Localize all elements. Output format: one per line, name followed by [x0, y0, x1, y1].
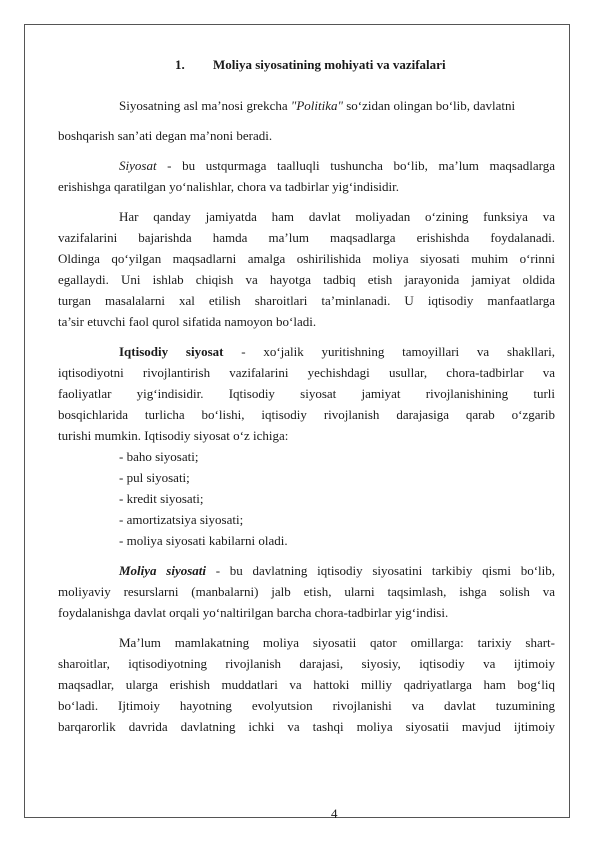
paragraph-line: turishi mumkin. Iqtisodiy siyosat o‘z ichiga: — [58, 428, 289, 443]
paragraph-line: sharoitlar, iqtisodiyotning rivojlanish darajasi, siyosiy, iqtisodiy va ijtimoiy — [58, 656, 555, 671]
paragraph-line: iqtisodiyotni rivojlantirish vazifalarini yechishdagi usullar, chora-tadbirlar va — [58, 365, 555, 380]
paragraph-line: egallaydi. Uni ishlab chiqish va hayotga tadbiq etish jarayonida jamiyat oldida — [58, 272, 555, 287]
paragraph-line: erishishga qaratilgan yo‘nalishlar, chora va tadbirlar yig‘indisidir. — [58, 179, 399, 194]
paragraph-line — [119, 563, 555, 579]
text-run: Siyosatning asl ma’nosi grekcha — [119, 98, 291, 113]
paragraph-line: bo‘ladi. Ijtimoiy hayotning evolyutsion rivojlanishi va davlat tuzumining — [58, 698, 555, 713]
list-item: - moliya siyosati kabilarni oladi. — [119, 533, 288, 548]
paragraph-line — [119, 344, 555, 360]
paragraph-line: barqarorlik davrida davlatning ichki va tashqi moliya siyosatii mavjud ijtimoiy — [58, 719, 555, 734]
paragraph-line: vazifalarini bajarishda hamda ma’lum maqsadlarga erishishda foydalanadi. — [58, 230, 555, 245]
paragraph-line: Oldinga qo‘yilgan maqsadlarni amalga oshirilishida moliya siyosati muhim o‘rinni — [58, 251, 555, 266]
paragraph-line: Har qanday jamiyatda ham davlat moliyadan o‘zining funksiya va — [119, 209, 555, 224]
italic-term: "Politika" — [290, 98, 343, 113]
paragraph-line: bosqichlarida turlicha bo‘lishi, iqtisodiy rivojlanish darajasiga qarab o‘zgarib — [58, 407, 555, 422]
paragraph-line: foydalanishga davlat orqali yo‘naltirilgan barcha chora-tadbirlar yig‘indisi. — [58, 605, 449, 620]
italic-term: Siyosat — [119, 158, 157, 173]
paragraph-line: moliyaviy resurslarni (manbalarni) jalb etish, ularni taqsimlash, ishga solish va — [58, 584, 555, 599]
paragraph-line: boshqarish san’ati degan ma’noni beradi. — [58, 128, 273, 143]
section-heading — [175, 57, 446, 73]
paragraph-line: Ma’lum mamlakatning moliya siyosatii qator omillarga: tarixiy shart- — [119, 635, 555, 650]
text-run: - xo‘jalik yuritishning tamoyillari va shakllari, — [223, 344, 555, 359]
text-run: - bu davlatning iqtisodiy siyosatini tarkibiy qismi bo‘lib, — [206, 563, 555, 578]
list-item: - baho siyosati; — [119, 449, 199, 464]
bold-term: Iqtisodiy siyosat — [119, 344, 224, 359]
heading-title: Moliya siyosatining mohiyati va vazifalari — [213, 57, 446, 72]
text-run: so‘zidan olingan bo‘lib, davlatni — [342, 98, 516, 113]
paragraph-line: maqsadlar, ularga erishish muddatlari va hattoki milliy qadriyatlarga ham bog‘liq — [58, 677, 555, 692]
paragraph-line: ta’sir etuvchi faol qurol sifatida namoyon bo‘ladi. — [58, 314, 317, 329]
list-item: - amortizatsiya siyosati; — [119, 512, 244, 527]
paragraph-line: faoliyatlar yig‘indisidir. Iqtisodiy siyosat jamiyat rivojlanishining turli — [58, 386, 555, 401]
list-item: - kredit siyosati; — [119, 491, 204, 506]
page-number: 4 — [331, 806, 338, 821]
paragraph-line: turgan masalalarni xal etilish sharoitlari ta’minlanadi. U iqtisodiy manfaatlarga — [58, 293, 555, 308]
paragraph-line — [119, 98, 555, 114]
heading-number: 1. — [175, 57, 185, 72]
bold-italic-term: Moliya siyosati — [119, 563, 207, 578]
text-run: - bu ustqurmaga taalluqli tushuncha bo‘lib, ma’lum maqsadlarga — [156, 158, 555, 173]
paragraph-line — [119, 158, 555, 174]
list-item: - pul siyosati; — [119, 470, 190, 485]
